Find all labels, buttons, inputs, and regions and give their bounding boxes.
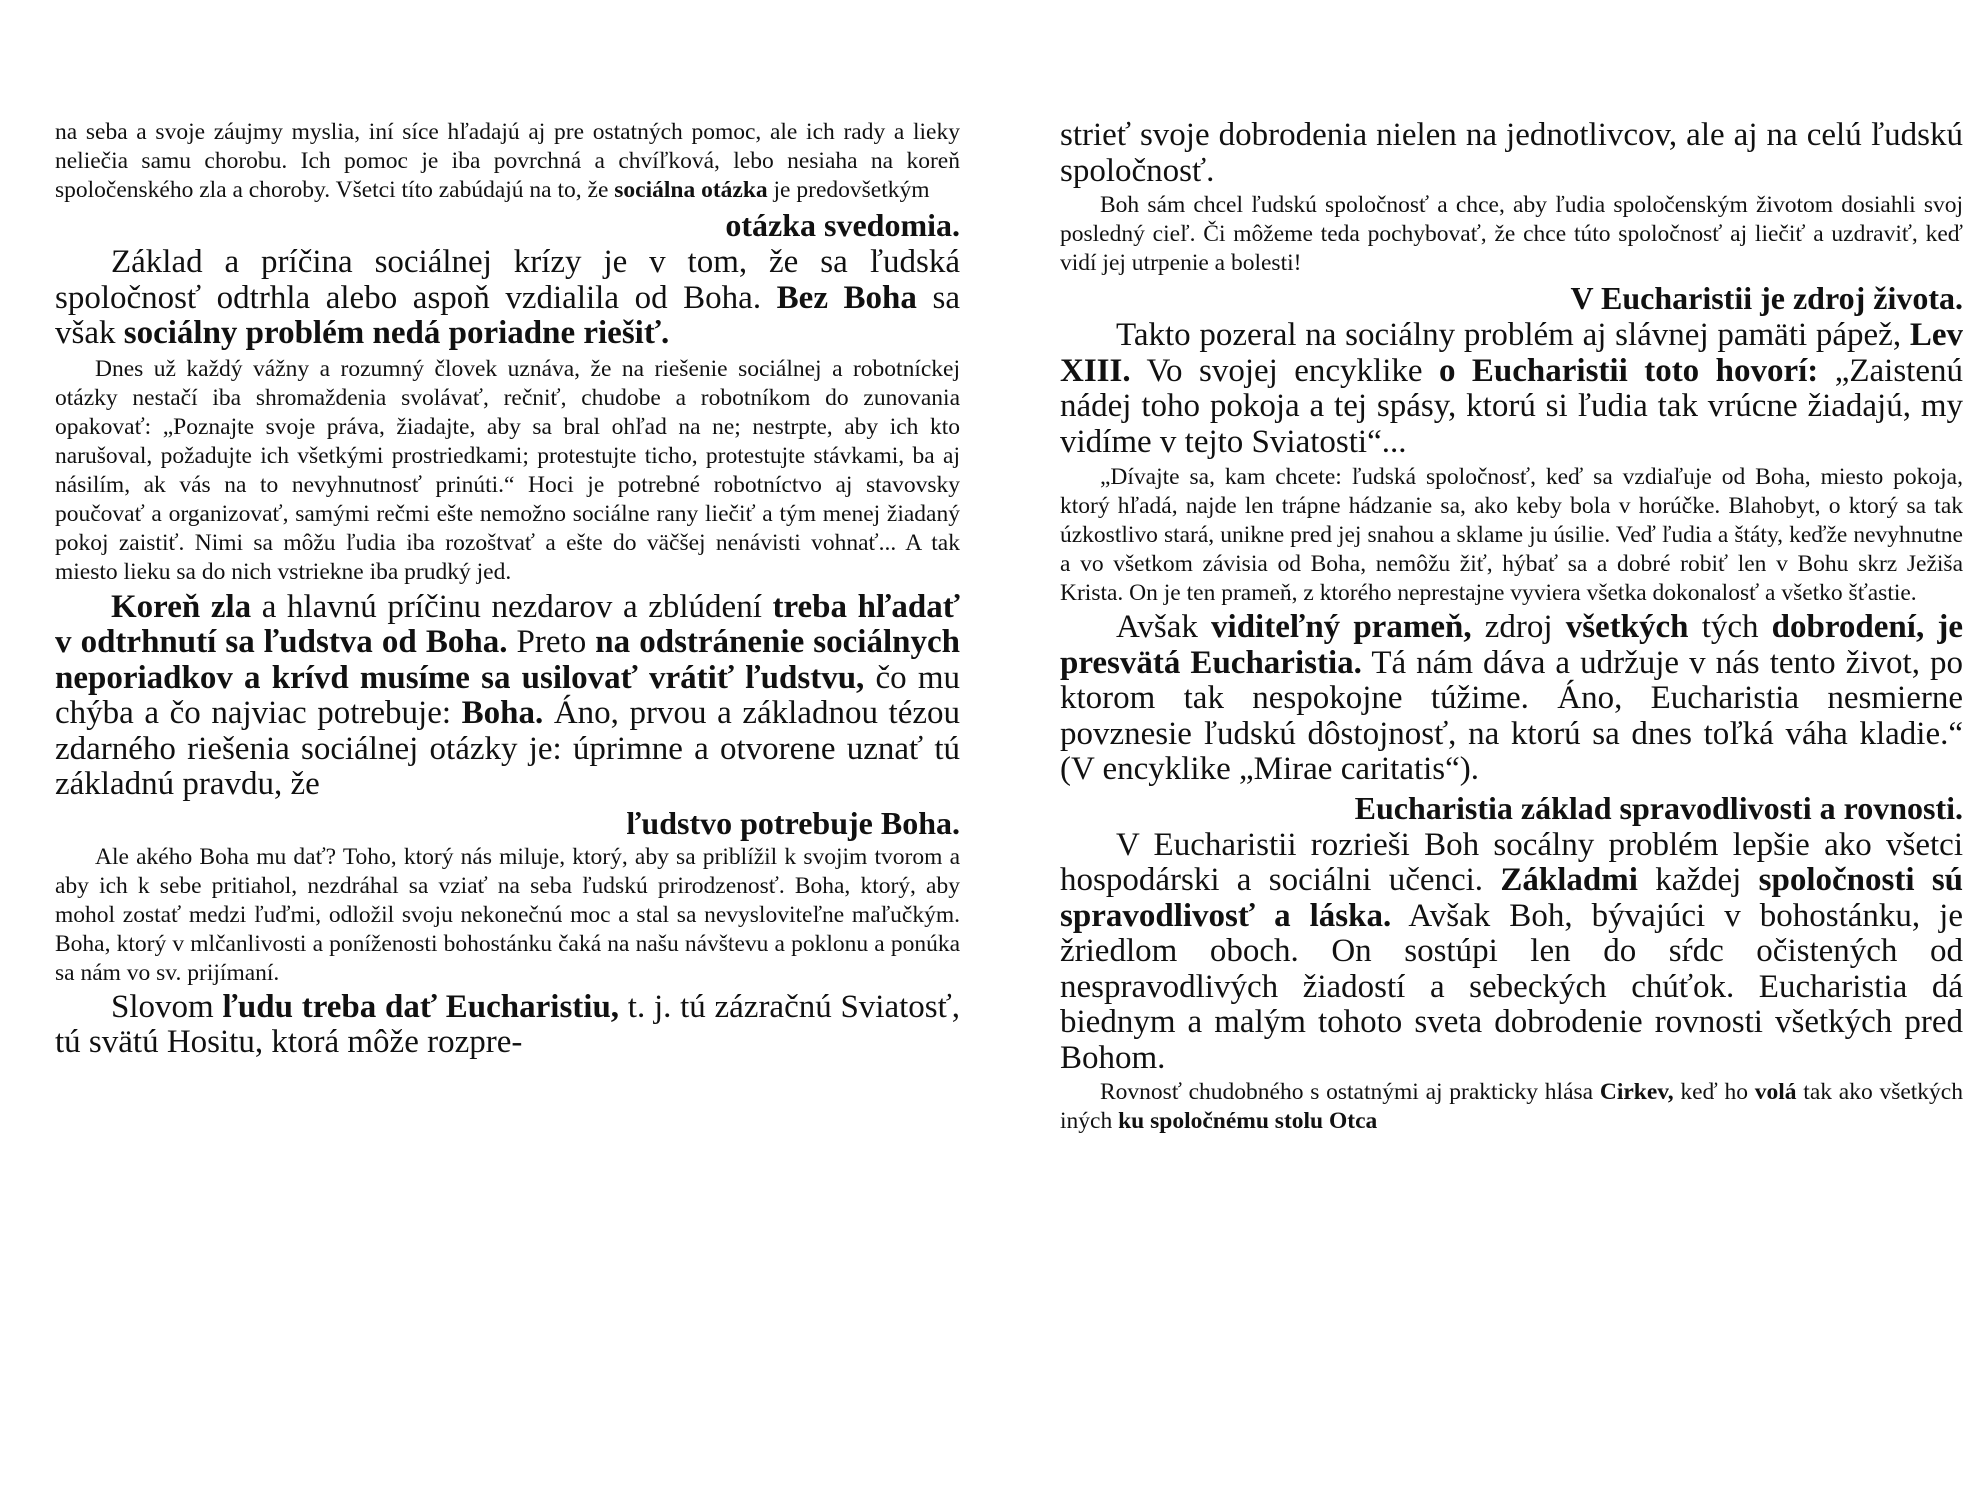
bold-text: spoločnosti sú spravodlivosť a láska.	[1060, 862, 1964, 934]
left-paragraph-2	[55, 245, 960, 352]
text-run: na seba a svoje záujmy myslia, iní síce hľadajú aj pre ostatných pomoc, ale ich rady a lieky neliečia samu chorobu. Ich pomoc je iba povrchná a chvíľková, lebo nesiaha na koreň spoločenského zla a choroby. Všetci títo zabúdajú na to, že	[55, 119, 960, 203]
text-run: Rovnosť chudobného s ostatnými aj prakticky hlása	[1100, 1079, 1600, 1105]
bold-text: ľudu treba dať Eucharistiu,	[222, 988, 620, 1025]
bold-text: o Eucharistii toto hovorí:	[1438, 352, 1819, 389]
left-paragraph-4	[55, 590, 960, 803]
right-paragraph-5	[1060, 610, 1963, 788]
bold-text: sociálna otázka	[614, 177, 768, 203]
text-run: Vo svojej encyklike	[1130, 352, 1439, 389]
bold-text: volá	[1754, 1079, 1797, 1105]
right-heading-1: V Eucharistii je zdroj života.	[1570, 280, 1963, 316]
text-run: Áno, prvou a základnou tézou zdarného riešenia sociálnej otázky je: úprimne a otvorene uznať tú základnú pravdu, že	[55, 695, 961, 802]
right-paragraph-6	[1060, 828, 1963, 1077]
bold-text: Koreň zla	[111, 588, 252, 625]
bold-text: treba hľadať v odtrhnutí sa ľudstva od Boha.	[55, 588, 960, 660]
text-run: keď ho	[1673, 1079, 1755, 1105]
bold-text: ku spoločnému stolu Otca	[1118, 1108, 1378, 1134]
text-run: čo mu chýba a čo najviac potrebuje:	[55, 659, 960, 731]
text-run: Základ a príčina sociálnej krízy je v tom, že sa ľudská spoločnosť odtrhla alebo aspoň vzdialila od Boha.	[55, 244, 960, 316]
left-page	[55, 118, 960, 1061]
bold-text: Lev XIII.	[1060, 317, 1963, 389]
left-heading-2: ľudstvo potrebuje Boha.	[626, 804, 960, 841]
right-page	[1060, 118, 1963, 1136]
bold-text: na odstránenie sociálnych neporiadkov a krívd musíme sa usilovať vrátiť ľudstvu,	[55, 624, 960, 696]
text-run: t. j. tú zázračnú Sviatosť, tú svätú Hositu, ktorá môže rozpre-	[55, 988, 960, 1060]
right-paragraph-3	[1060, 318, 1963, 460]
text-run: Takto pozeral na sociálny problém aj slávnej pamäti pápež,	[1116, 317, 1910, 353]
text-run: Tá nám dáva a udržuje v nás tento život, po ktorom tak nespokojne túžime. Áno, Eucharistia nesmierne povznesie ľudskú dôstojnosť, na ktorú sa dnes toľká váha kladie.“ (V encyklike „Mirae caritatis“).	[1060, 644, 1964, 787]
text-run: „Zaistenú nádej toho pokoja a tej spásy, ktorú si ľudia tak vrúcne žiadajú, my vidíme v tejto Sviatosti“...	[1060, 352, 1964, 460]
text-run: Avšak	[1116, 609, 1212, 645]
bold-text: dobrodení, je presvätá Eucharistia.	[1060, 609, 1963, 681]
text-run: tak ako všetkých iných	[1060, 1079, 1963, 1134]
bold-text: Bez Boha	[776, 279, 917, 316]
right-paragraph-2: Boh sám chcel ľudskú spoločnosť a chce, aby ľudia spoločenským životom dosiahli svoj posledný cieľ. Či môžeme teda pochybovať, že chce túto spoločnosť aj liečiť a uzdraviť, keď vidí jej utrpenie a bolesti!	[1060, 192, 1963, 276]
bold-text: Boha.	[461, 695, 544, 731]
text-run: sa však	[55, 279, 960, 351]
left-paragraph-1	[55, 118, 960, 205]
bold-text: viditeľný prameň,	[1211, 609, 1472, 645]
text-run: V Eucharistii rozrieši Boh socálny problém lepšie ako všetci hospodárski a sociálni učenci.	[1060, 826, 1963, 898]
right-paragraph-7	[1060, 1078, 1963, 1136]
text-run: Avšak Boh, bývajúci v bohostánku, je žriedlom oboch. On sostúpi len do sŕdc očistených od nespravodlivých žiadostí a sebeckých chúťok. Eucharistia dá biednym a malým tohoto sveta dobrodenie rovnosti všetkých pred Bohom.	[1060, 897, 1963, 1076]
left-paragraph-3: Dnes už každý vážny a rozumný človek uznáva, že na riešenie sociálnej a robotníckej otázky nestačí iba shromaždenia svolávať, rečniť, chudobe a robotníkom do zunovania opakovať: „Poznajte svoje práva, žiadajte, aby sa bral ohľad na ne; nestrpte, aby ich kto narušoval, požadujte ich všetkými prostriedkami; protestujte ticho, protestujte stávkami, ba aj násilím, ak vás na to nevyhnutnosť prinúti.“ Hoci je potrebné robotníctvo aj stavovsky poučovať a organizovať, samými rečmi ešte nemožno sociálne rany liečiť a tým menej žiadaný pokoj zaistiť. Nimi sa môžu ľudia iba rozoštvať a ešte do väčšej nenávisti vohnať... A tak miesto lieku sa do nich vstriekne iba prudký jed.	[55, 355, 960, 585]
text-run: každej	[1637, 862, 1759, 898]
bold-text: Základmi	[1500, 862, 1638, 898]
left-paragraph-6	[55, 990, 960, 1061]
bold-text: všetkých	[1565, 609, 1689, 645]
bold-text: sociálny problém nedá poriadne riešiť.	[123, 315, 670, 351]
right-heading-2: Eucharistia základ spravodlivosti a rovnosti.	[1354, 789, 1963, 826]
text-run: je predovšetkým	[767, 177, 930, 203]
text-run: zdroj	[1471, 609, 1566, 645]
right-paragraph-4: „Dívajte sa, kam chcete: ľudská spoločnosť, keď sa vzdiaľuje od Boha, miesto pokoja, ktorý hľadá, najde len trápne hádzanie sa, ako keby bola v horúčke. Blahobyt, o ktorý sa tak úzkostlivo stará, unikne pred jej snahou a sklame ju úsilie. Veď ľudia a štáty, keďže nevyhnutne a vo všetkom závisia od Boha, nemôžu žiť, hýbať sa a dobré robiť len v Bohu skrz Ježiša Krista. On je ten prameň, z ktorého neprestajne vyviera všetka dokonalosť a všetko šťastie.	[1060, 464, 1963, 606]
right-paragraph-1: strieť svoje dobrodenia nielen na jednotlivcov, ale aj na celú ľudskú spoločnosť.	[1060, 117, 1963, 189]
left-heading-1: otázka svedomia.	[725, 207, 960, 243]
text-run: tých	[1688, 609, 1772, 645]
bold-text: Cirkev,	[1599, 1079, 1674, 1105]
left-paragraph-5: Ale akého Boha mu dať? Toho, ktorý nás miluje, ktorý, aby sa priblížil k svojim tvorom a aby ich k sebe pritiahol, nezdráhal sa vziať na seba ľudskú prirodzenosť. Boha, ktorý, aby mohol zostať medzi ľuďmi, odložil svoju nekonečnú moc a stal sa nevysloviteľne maľučkým. Boha, ktorý v mlčanlivosti a poníženosti bohostánku čaká na našu návštevu a poklonu a ponúka sa nám vo sv. prijímaní.	[55, 843, 960, 986]
text-run: Preto	[507, 624, 596, 660]
text-run: Slovom	[111, 988, 223, 1025]
text-run: a hlavnú príčinu nezdarov a zblúdení	[251, 588, 773, 625]
